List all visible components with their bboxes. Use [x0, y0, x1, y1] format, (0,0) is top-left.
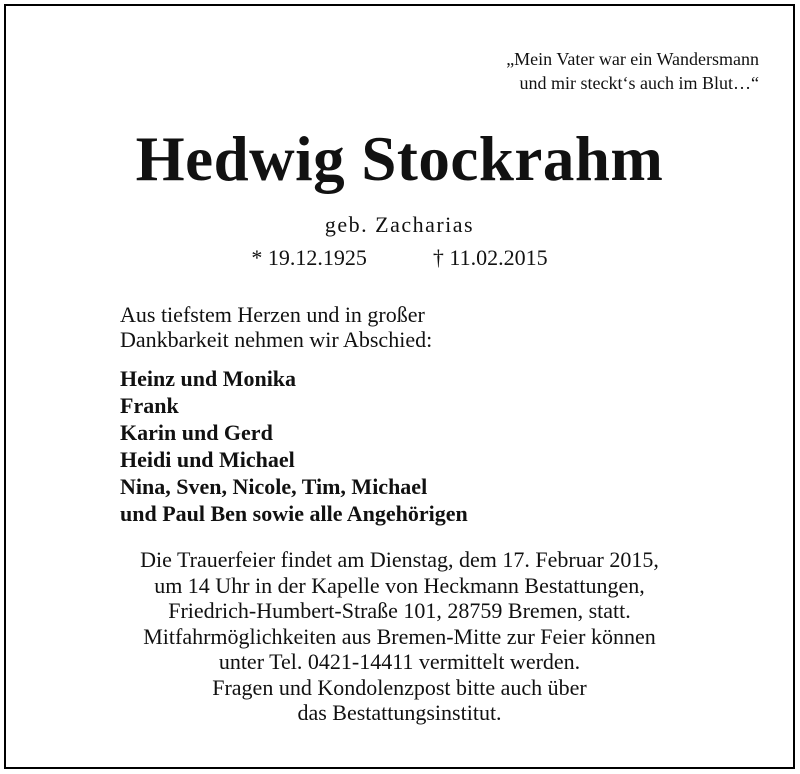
- notice-line: Fragen und Kondolenzpost bitte auch über: [212, 674, 587, 700]
- funeral-notice: [6, 547, 793, 726]
- notice-line: um 14 Uhr in der Kapelle von Heckmann Bestattungen,: [154, 572, 645, 598]
- epigraph-quote: [506, 47, 759, 95]
- deceased-name: Hedwig Stockrahm: [135, 124, 664, 194]
- mourner-line: Karin und Gerd: [120, 420, 273, 445]
- notice-line: unter Tel. 0421-14411 vermittelt werden.: [218, 649, 581, 674]
- notice-line: Die Trauerfeier findet am Dienstag, dem 17. Februar 2015,: [140, 547, 659, 572]
- notice-line: das Bestattungsinstitut.: [297, 700, 502, 725]
- quote-line: und mir steckt‘s auch im Blut…“: [519, 73, 759, 93]
- death-date: † 11.02.2015: [432, 245, 548, 270]
- farewell-intro: [120, 302, 432, 352]
- birth-date: * 19.12.1925: [251, 245, 367, 270]
- quote-line: „Mein Vater war ein Wandersmann: [506, 49, 759, 69]
- mourners-list: [120, 365, 468, 527]
- mourner-line: Heinz und Monika: [120, 366, 297, 391]
- notice-line: Friedrich-Humbert-Straße 101, 28759 Bremen, statt.: [168, 598, 631, 623]
- intro-line: Dankbarkeit nehmen wir Abschied:: [120, 327, 433, 352]
- mourner-line: Frank: [120, 393, 179, 418]
- mourner-line: und Paul Ben sowie alle Angehörigen: [120, 501, 468, 526]
- mourner-line: Heidi und Michael: [120, 447, 295, 472]
- maiden-name: geb. Zacharias: [324, 212, 475, 237]
- life-dates: [6, 244, 793, 272]
- mourner-line: Nina, Sven, Nicole, Tim, Michael: [120, 474, 428, 499]
- obituary-notice: [4, 4, 795, 769]
- notice-line: Mitfahrmöglichkeiten aus Bremen-Mitte zur Feier können: [143, 623, 656, 649]
- intro-line: Aus tiefstem Herzen und in großer: [120, 302, 425, 327]
